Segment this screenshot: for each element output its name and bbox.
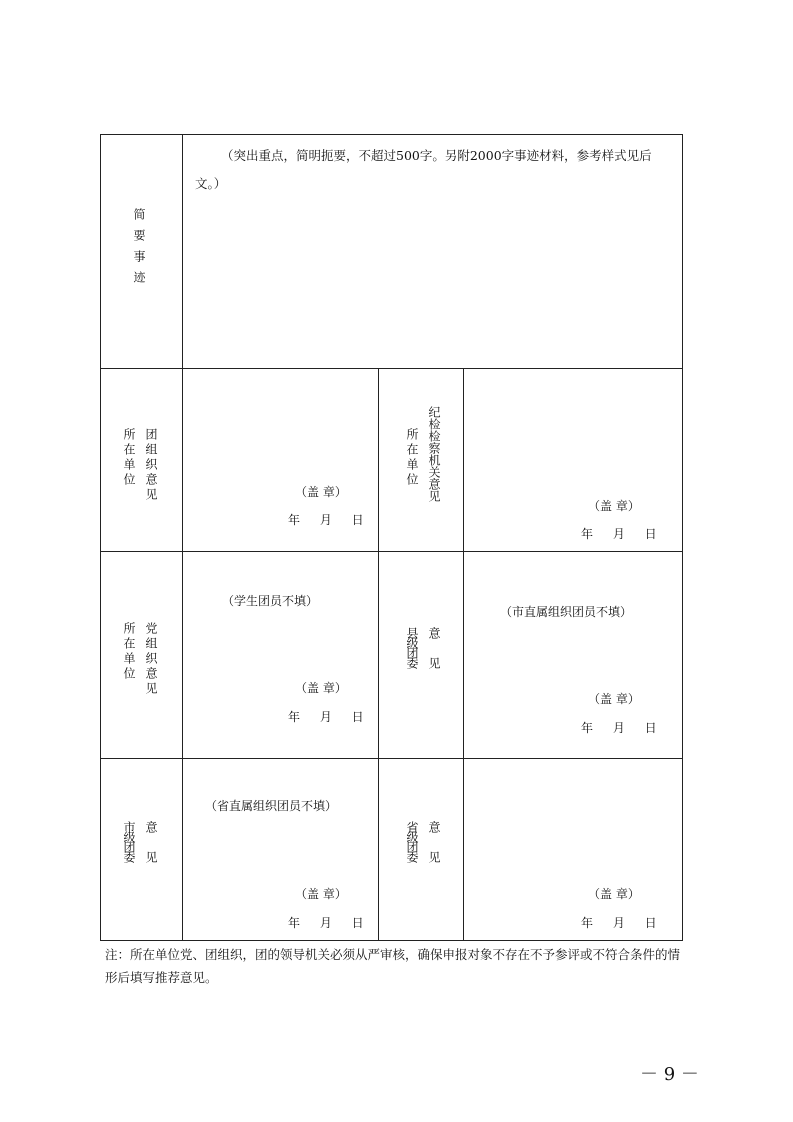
province-league-date: 年 月 日 <box>581 916 657 930</box>
discipline-label-a: 所在单位 <box>405 428 419 488</box>
discipline-label-b: 纪检检察机关意见 <box>427 406 441 502</box>
discipline-seal: （盖 章） <box>588 499 640 513</box>
county-league-label-b: 意见 <box>427 627 441 687</box>
row-divider-3 <box>100 758 683 759</box>
city-league-label-a: 市级团委 <box>122 821 136 861</box>
province-league-label-a: 省级团委 <box>405 821 419 861</box>
county-league-date: 年 月 日 <box>581 721 657 735</box>
summary-instruction: （突出重点，简明扼要，不超过500字。另附2000字事迹材料，参考样式见后文。） <box>195 148 652 191</box>
unit-party-date: 年 月 日 <box>288 710 364 724</box>
right-label-column-divider <box>463 368 464 941</box>
page-number: － 9 － <box>640 1064 699 1085</box>
unit-league-seal: （盖 章） <box>295 485 347 499</box>
unit-party-seal: （盖 章） <box>295 681 347 695</box>
unit-party-label-a: 所在单位 <box>122 622 136 682</box>
city-league-note: （省直属组织团员不填） <box>205 799 338 813</box>
discipline-date: 年 月 日 <box>581 527 657 541</box>
province-league-seal: （盖 章） <box>588 887 640 901</box>
city-league-date: 年 月 日 <box>288 916 364 930</box>
middle-column-divider <box>378 368 379 941</box>
unit-league-label-a: 所在单位 <box>122 428 136 488</box>
summary-label: 简要事迹 <box>132 208 146 292</box>
county-league-note: （市直属组织团员不填） <box>500 605 633 619</box>
province-league-label-b: 意见 <box>427 821 441 881</box>
row-divider-2 <box>100 551 683 552</box>
row-divider-1 <box>100 368 683 369</box>
county-league-label-a: 县级团委 <box>405 627 419 667</box>
city-league-seal: （盖 章） <box>295 887 347 901</box>
unit-party-note: （学生团员不填） <box>222 594 319 608</box>
unit-league-label-b: 团组织意见 <box>144 428 158 503</box>
footnote: 注：所在单位党、团组织，团的领导机关必须从严审核，确保申报对象不存在不予参评或不符合条件的情形后填写推荐意见。 <box>105 947 681 985</box>
unit-party-label-b: 党组织意见 <box>144 622 158 697</box>
county-league-seal: （盖 章） <box>588 692 640 706</box>
label-column-divider <box>182 134 183 941</box>
city-league-label-b: 意见 <box>144 821 158 881</box>
unit-league-date: 年 月 日 <box>288 513 364 527</box>
